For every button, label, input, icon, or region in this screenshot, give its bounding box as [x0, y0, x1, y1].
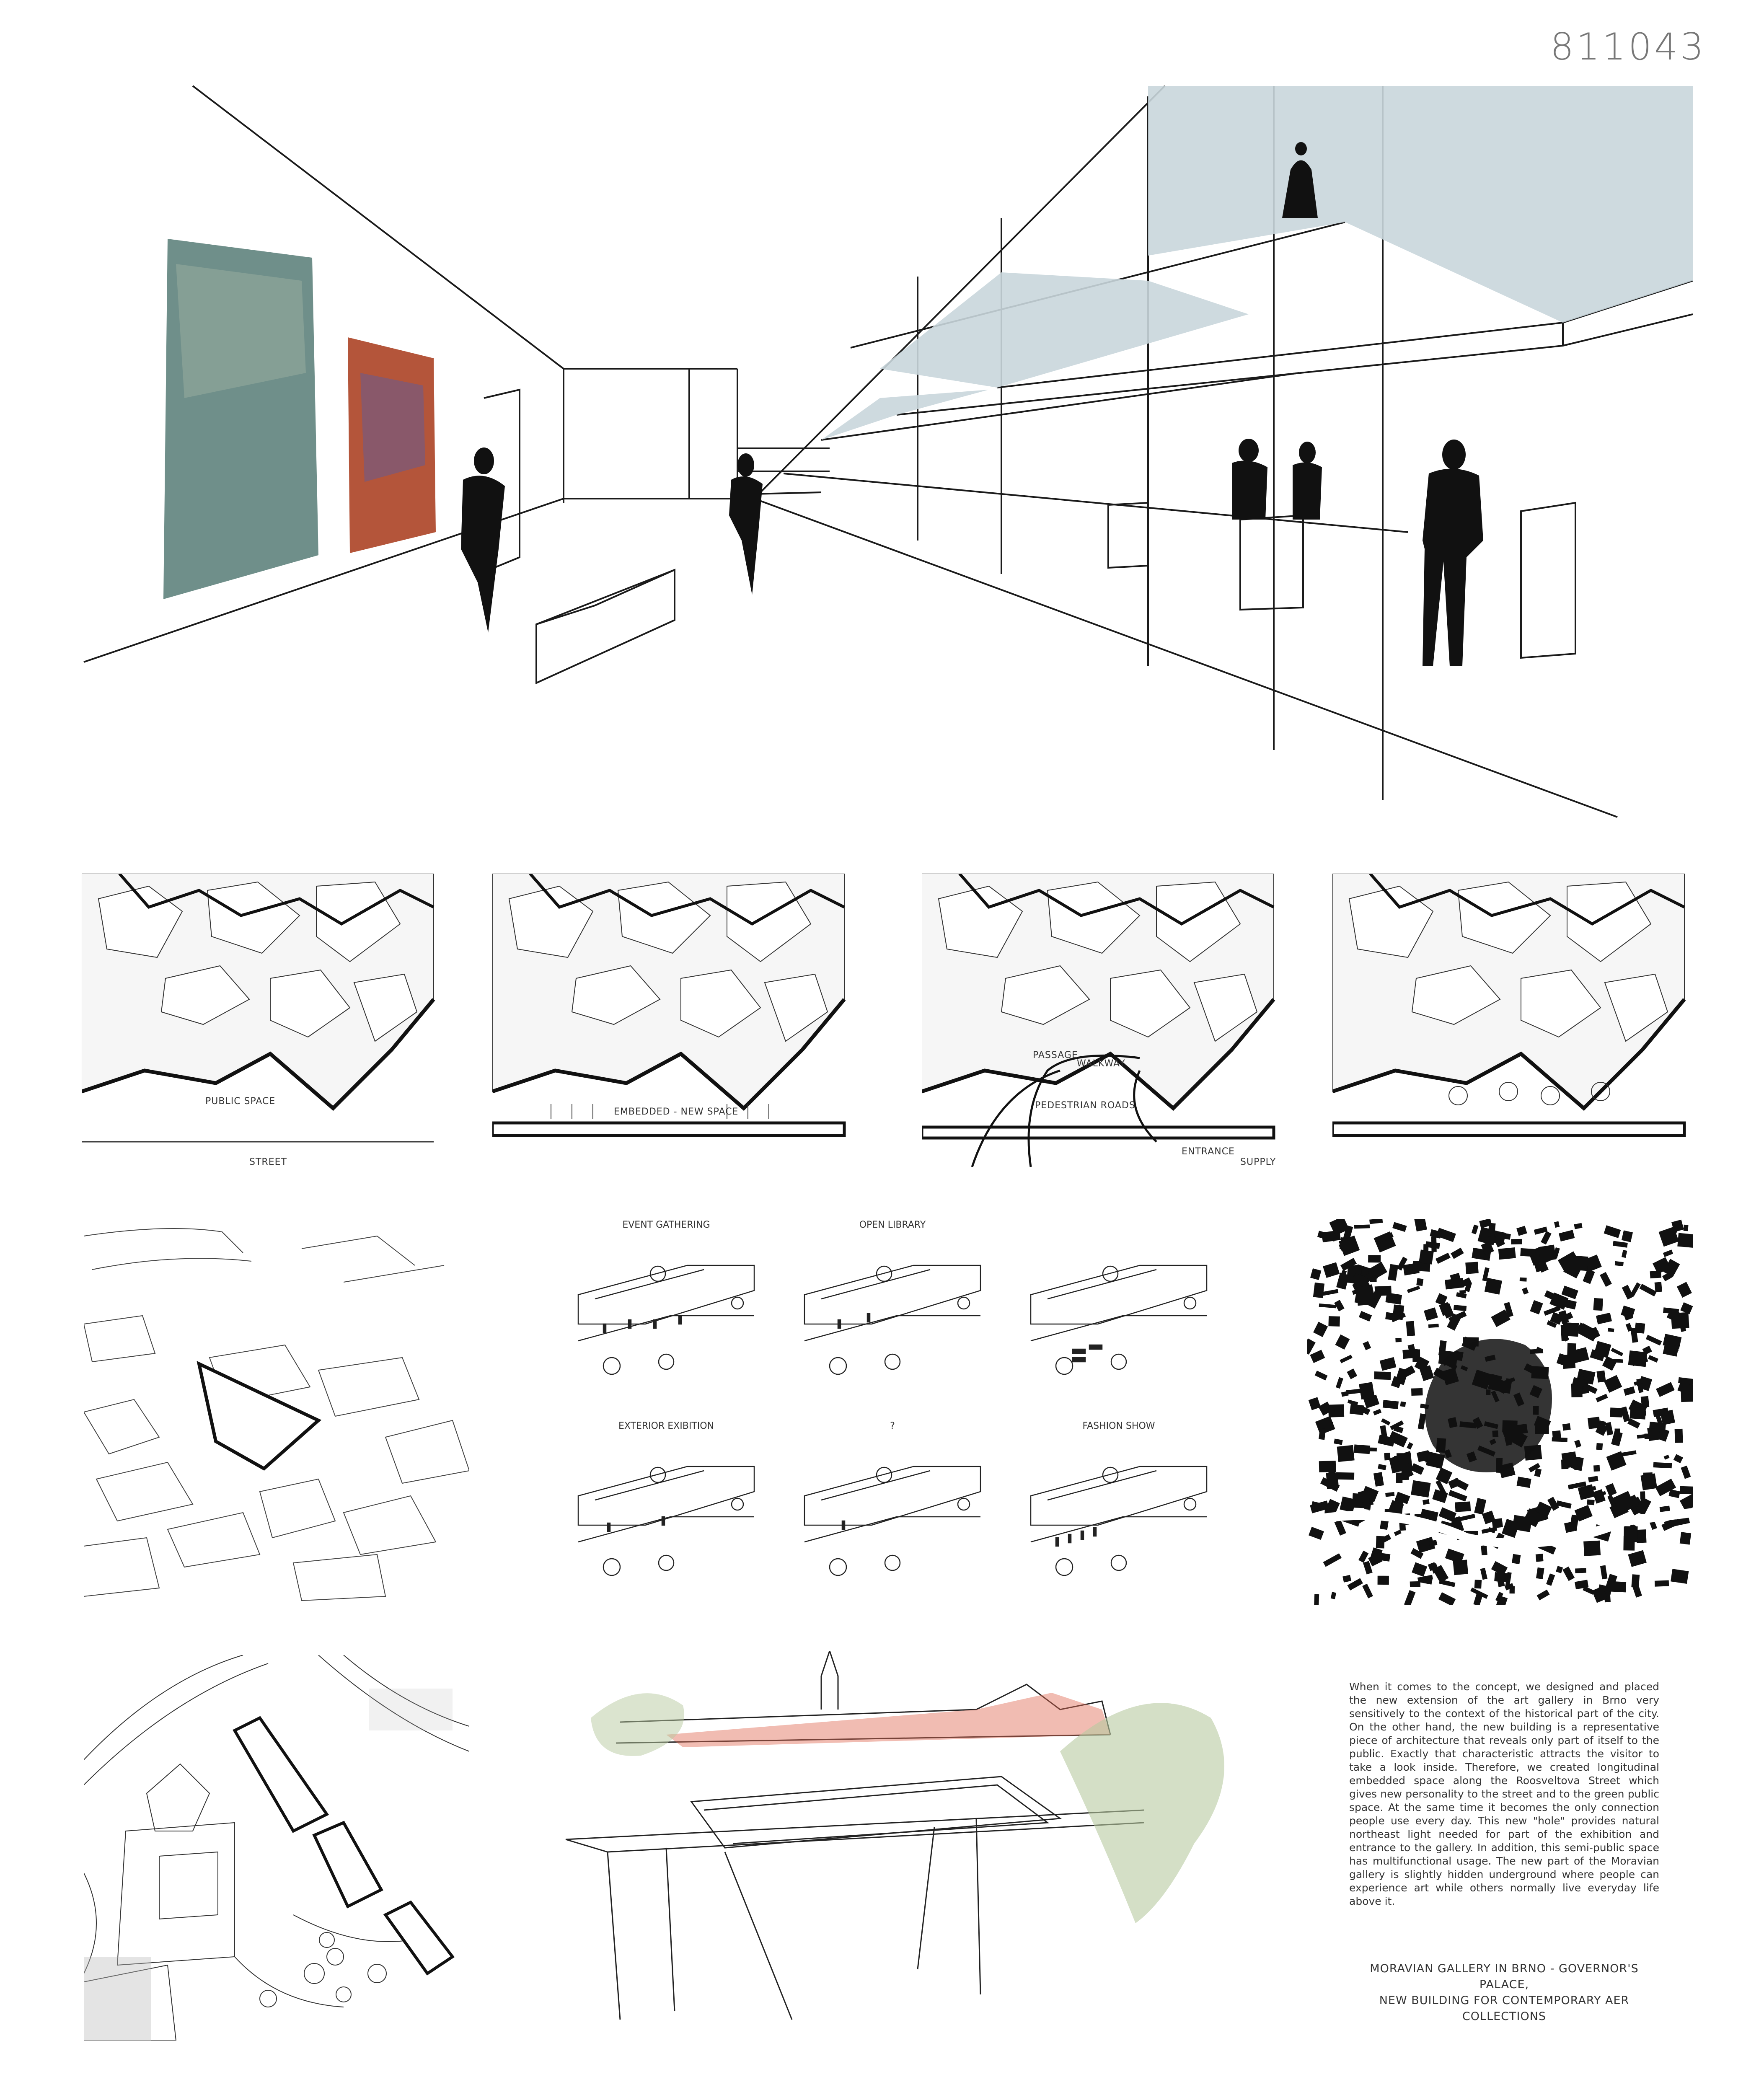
- label-pedestrian-roads: PEDESTRIAN ROADS: [1035, 1100, 1135, 1111]
- building-block: [1538, 1245, 1556, 1262]
- scenario-label-exterior-exibition: EXTERIOR EXIBITION: [618, 1421, 714, 1431]
- building-block: [1512, 1554, 1521, 1564]
- building-block: [1680, 1532, 1691, 1544]
- building-block: [1478, 1253, 1485, 1259]
- building-block: [1655, 1580, 1669, 1587]
- building-block: [1481, 1545, 1487, 1555]
- building-block: [1587, 1500, 1594, 1505]
- label-public-space: PUBLIC SPACE: [205, 1096, 276, 1107]
- building-block: [1680, 1486, 1693, 1495]
- building-block: [1374, 1371, 1391, 1380]
- long-section-elevation: [80, 2087, 1127, 2095]
- building-block: [1465, 1262, 1479, 1274]
- building-block: [1608, 1328, 1614, 1332]
- building-block: [1354, 1225, 1370, 1229]
- label-entrance: ENTRANCE: [1182, 1146, 1235, 1157]
- building-block: [1337, 1445, 1355, 1462]
- building-block: [1653, 1462, 1672, 1469]
- building-block: [1314, 1594, 1319, 1605]
- site-plan: [84, 1219, 469, 1605]
- axon-diagram-public-space: [82, 874, 446, 1167]
- building-block: [1612, 1359, 1623, 1363]
- building-block: [1498, 1247, 1516, 1260]
- building-block: [1359, 1382, 1375, 1399]
- building-block: [1411, 1388, 1423, 1396]
- building-block: [1328, 1316, 1340, 1327]
- building-block: [1511, 1239, 1522, 1244]
- axon-diagram-pedestrian-flow: [922, 874, 1291, 1167]
- building-block: [1562, 1423, 1571, 1431]
- building-block: [1362, 1502, 1369, 1507]
- concept-description: When it comes to the concept, we designed and placed the new extension of the art gallery in Brno very sensitively to the context of the historical part of the city. On the other hand, the new building is a representative piece of architecture that reveals only part of itself to the public. Exactly that characteristic attracts the visitor to take a look inside. Therefore, we created longitudinal embedded space along the Roosveltova Street which gives new personality to the street and to the green public space. At the same time it becomes the only connection people use every day. This new "hole" provides natural northeast light needed for part of the exhibition and entrance to the gallery. In addition, this semi-public space has multifunctional usage. The new part of the Moravian gallery is slightly hidden underground where people can experience art while others normally live everyday life above it.: [1349, 1681, 1659, 1907]
- building-block: [1562, 1322, 1579, 1337]
- axon-diagram-embedded-space: [492, 874, 857, 1150]
- building-block: [1350, 1404, 1364, 1415]
- building-block: [1378, 1576, 1389, 1585]
- building-block: [1596, 1443, 1603, 1450]
- project-title-line-1: MORAVIAN GALLERY IN BRNO - GOVERNOR'S PALACE,: [1370, 1962, 1639, 1991]
- building-block: [1510, 1586, 1515, 1594]
- building-block: [1455, 1501, 1471, 1512]
- building-block: [1494, 1572, 1508, 1583]
- building-block: [1624, 1526, 1638, 1542]
- building-block: [1650, 1271, 1661, 1278]
- building-block: [1536, 1554, 1544, 1562]
- gallery-interior-perspective: [75, 80, 1693, 825]
- building-block: [1583, 1541, 1601, 1556]
- building-block: [1313, 1283, 1324, 1298]
- building-block: [1375, 1286, 1392, 1296]
- project-code: 811043: [1550, 25, 1706, 68]
- figure-ground-map: [1307, 1219, 1693, 1605]
- building-block: [1671, 1569, 1689, 1584]
- axon-diagram-trees: [1332, 874, 1693, 1150]
- building-block: [1609, 1581, 1626, 1593]
- building-block: [1400, 1402, 1406, 1407]
- building-block: [1320, 1422, 1333, 1426]
- scenario-grid: [557, 1215, 1270, 1609]
- building-block: [1368, 1255, 1381, 1262]
- building-block: [1636, 1529, 1646, 1543]
- scenario-label-fashion-show: FASHION SHOW: [1082, 1421, 1155, 1431]
- building-block: [1406, 1321, 1415, 1336]
- building-block: [1596, 1371, 1606, 1383]
- building-block: [1411, 1480, 1431, 1498]
- building-block: [1419, 1249, 1434, 1265]
- building-block: [1428, 1324, 1439, 1328]
- building-block: [1454, 1305, 1467, 1311]
- building-block: [1328, 1407, 1335, 1412]
- building-block: [1640, 1473, 1657, 1490]
- project-title-line-2: NEW BUILDING FOR CONTEMPORARY AER COLLECTIONS: [1379, 1994, 1630, 2023]
- building-block: [1631, 1574, 1640, 1588]
- building-block: [1677, 1233, 1693, 1248]
- building-block: [1459, 1290, 1466, 1294]
- label-street: STREET: [249, 1157, 287, 1167]
- label-embedded-new-space: EMBEDDED - NEW SPACE: [614, 1107, 739, 1117]
- building-block: [1410, 1581, 1420, 1587]
- building-block: [1336, 1472, 1354, 1480]
- building-block: [1395, 1338, 1402, 1342]
- building-block: [1610, 1407, 1622, 1417]
- building-block: [1671, 1312, 1689, 1329]
- building-block: [1552, 1430, 1561, 1441]
- building-block: [1383, 1400, 1399, 1409]
- building-block: [1633, 1404, 1640, 1408]
- label-walkway: WALKWAY: [1077, 1058, 1125, 1069]
- building-block: [1474, 1580, 1482, 1588]
- building-block: [1520, 1278, 1527, 1282]
- building-block: [1416, 1278, 1423, 1286]
- building-block: [1570, 1255, 1588, 1271]
- site-footprint: [199, 1364, 318, 1469]
- building-block: [1354, 1444, 1370, 1454]
- scenario-label-open-library: OPEN LIBRARY: [859, 1220, 926, 1230]
- label-passage: PASSAGE: [1033, 1050, 1078, 1060]
- building-block: [1675, 1429, 1683, 1443]
- building-block: [1326, 1472, 1339, 1489]
- building-block: [1520, 1248, 1535, 1257]
- building-block: [1684, 1225, 1689, 1231]
- building-block: [1655, 1282, 1662, 1292]
- building-block: [1561, 1459, 1568, 1469]
- project-title: [1349, 1961, 1659, 2025]
- building-block: [1319, 1461, 1336, 1472]
- building-block: [1485, 1278, 1502, 1295]
- building-block: [1399, 1523, 1406, 1531]
- detail-site-plan: [84, 1655, 469, 2041]
- building-block: [1402, 1349, 1418, 1359]
- building-block: [1640, 1406, 1646, 1416]
- building-block: [1575, 1568, 1586, 1573]
- scenario-label-question: ?: [890, 1421, 895, 1431]
- building-block: [1567, 1343, 1576, 1358]
- scenario-label-event-gathering: EVENT GATHERING: [622, 1220, 710, 1230]
- building-block: [1593, 1298, 1603, 1311]
- building-block: [1615, 1429, 1620, 1440]
- watercolor-sketch: [557, 1651, 1291, 2028]
- building-block: [1593, 1465, 1600, 1472]
- label-supply: SUPPLY: [1240, 1157, 1276, 1167]
